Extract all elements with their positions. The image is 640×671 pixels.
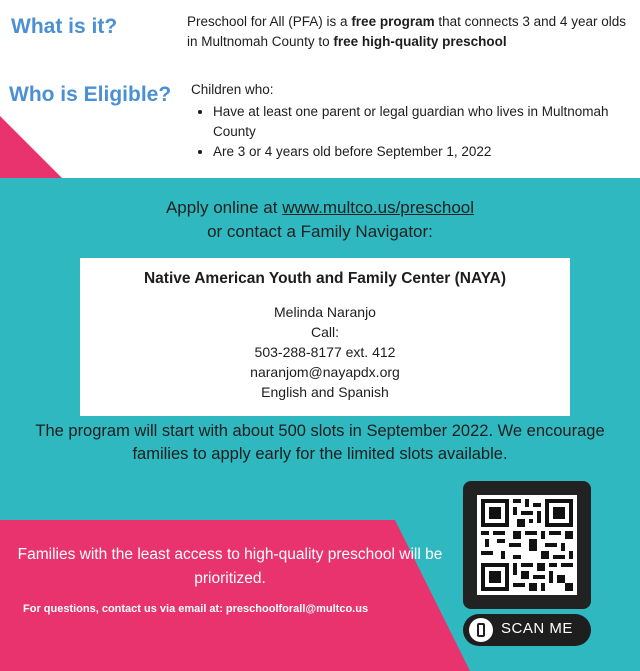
qr-code-pattern <box>477 495 577 595</box>
scan-me-button[interactable] <box>463 614 591 646</box>
phone-number: 503-288-8177 ext. 412 <box>254 344 396 360</box>
who-is-eligible-heading: Who is Eligible? <box>9 83 172 106</box>
what-is-it-text: Preschool for All (PFA) is a free program that connects 3 and 4 year olds in Multnomah County to free high-quality preschool <box>187 14 626 49</box>
priority-text: Families with the least access to high-quality preschool will be prioritized. <box>17 546 443 587</box>
what-is-it-heading: What is it? <box>11 15 118 38</box>
apply-text: Apply online at www.multco.us/preschool or contact a Family Navigator: <box>165 198 475 241</box>
contact-email-line: For questions, contact us via email at: preschoolforall@multco.us <box>23 603 369 615</box>
pink-corner-decoration <box>0 116 66 180</box>
eligibility-item: • Are 3 or 4 years old before September 1, 2022 <box>213 142 611 162</box>
organization-title: Native American Youth and Family Center (NAYA) <box>143 270 507 287</box>
qr-code[interactable] <box>463 481 591 609</box>
contact-name: Melinda Naranjo <box>274 304 376 320</box>
eligibility-list <box>191 102 611 162</box>
languages: English and Spanish <box>261 384 389 400</box>
eligibility-item: • Have at least one parent or legal guardian who lives in Multnomah County <box>213 102 611 142</box>
phone-icon <box>469 618 493 642</box>
eligibility-block <box>191 80 611 162</box>
program-text: The program will start with about 500 slots in September 2022. We encourage families to apply early for the limited slots available. <box>35 422 605 463</box>
scan-me-label: SCAN ME <box>501 620 573 637</box>
call-label: Call: <box>310 324 339 340</box>
contact-email: naranjom@nayapdx.org <box>250 364 400 380</box>
navigator-card <box>80 258 570 416</box>
apply-url-link[interactable]: www.multco.us/preschool <box>282 198 475 217</box>
eligibility-intro: Children who: <box>191 82 274 97</box>
